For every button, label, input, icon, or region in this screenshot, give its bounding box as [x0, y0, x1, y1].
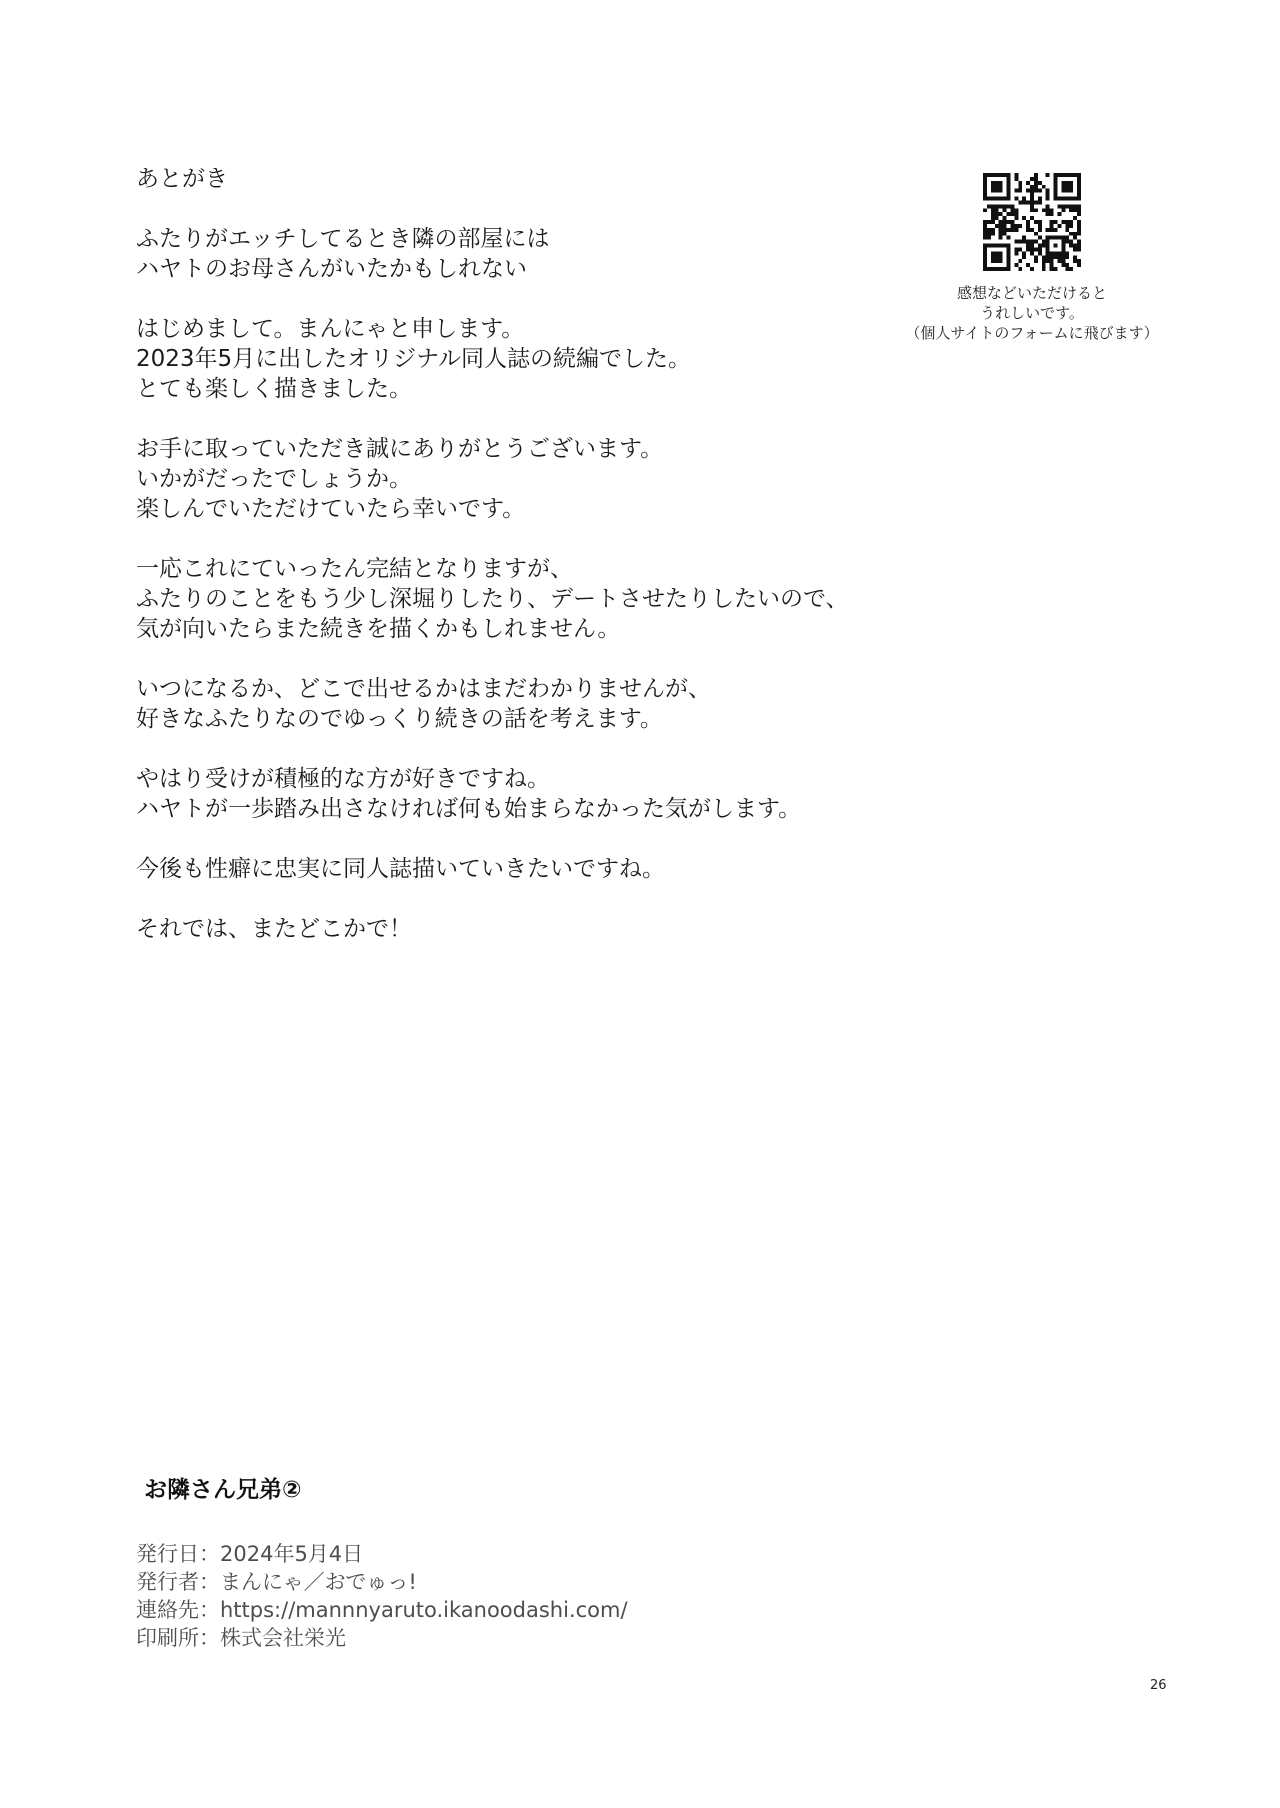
afterword-paragraph [136, 674, 956, 734]
qr-module [1054, 244, 1058, 248]
qr-module [1042, 259, 1054, 263]
qr-module [991, 259, 1003, 263]
qr-module [1034, 220, 1042, 224]
qr-module [1003, 216, 1007, 220]
qr-module [1054, 193, 1058, 197]
afterword-line: ふたりがエッチしてるとき隣の部屋には [136, 226, 550, 252]
qr-module [1018, 259, 1022, 263]
qr-module [1022, 197, 1026, 201]
qr-module [991, 181, 1003, 185]
qr-module [1077, 177, 1081, 181]
qr-module [1077, 189, 1081, 193]
qr-module [1077, 212, 1081, 216]
qr-module [983, 244, 1010, 248]
qr-module [1030, 193, 1034, 197]
qr-module [1073, 216, 1077, 220]
qr-module [1034, 259, 1038, 263]
qr-module [1014, 247, 1022, 251]
qr-module [983, 259, 987, 263]
qr-module [1057, 212, 1061, 216]
qr-module [983, 255, 987, 259]
qr-module [1007, 193, 1011, 197]
afterword-line: やはり受けが積極的な方が好きですね。 [136, 766, 550, 792]
qr-module [1007, 212, 1019, 216]
qr-module [1073, 259, 1081, 263]
qr-module [1026, 220, 1030, 224]
qr-module [999, 236, 1003, 240]
qr-module [999, 232, 1007, 236]
qr-module [1069, 232, 1081, 236]
qr-module [1042, 255, 1069, 259]
afterword-line: いつになるか、どこで出せるかはまだわかりませんが、 [136, 676, 711, 702]
qr-module [1077, 240, 1081, 244]
afterword-paragraph [136, 314, 956, 404]
qr-module [987, 204, 1014, 208]
qr-module [1065, 267, 1073, 271]
qr-caption [896, 283, 1168, 343]
qr-module [999, 228, 1019, 232]
qr-module [1061, 263, 1069, 267]
qr-module [1077, 193, 1081, 197]
qr-module [1057, 259, 1065, 263]
qr-module [1007, 181, 1011, 185]
qr-module [1018, 200, 1042, 204]
qr-module [983, 236, 991, 240]
qr-module [1073, 247, 1081, 251]
qr-module [983, 220, 995, 224]
qr-module [1069, 244, 1081, 248]
afterword-line: 気が向いたらまた続きを描くかもしれません。 [136, 616, 621, 642]
qr-module [1018, 185, 1022, 189]
qr-module [1014, 177, 1018, 181]
qr-module [1042, 267, 1046, 271]
qr-module [1069, 208, 1081, 212]
qr-module [1026, 181, 1030, 185]
qr-module [1022, 236, 1026, 240]
qr-caption-line: 感想などいただけると [956, 284, 1107, 302]
qr-module [1046, 173, 1050, 177]
qr-module [1007, 251, 1011, 255]
afterword-line: ふたりのことをもう少し深堀りしたり、デートさせたりしたいので、 [136, 586, 849, 612]
qr-code [983, 173, 1081, 271]
qr-module [1022, 216, 1026, 220]
qr-module [1046, 212, 1054, 216]
afterword-paragraph [136, 224, 956, 284]
qr-module [1007, 247, 1011, 251]
qr-module [1050, 224, 1054, 228]
qr-module [983, 177, 987, 181]
afterword-paragraph [136, 854, 956, 884]
qr-module [983, 263, 987, 267]
qr-module [1014, 240, 1038, 244]
qr-module [1077, 185, 1081, 189]
afterword-line: いかがだったでしょうか。 [136, 466, 412, 492]
qr-module [983, 197, 1010, 201]
qr-module [991, 189, 1003, 193]
qr-module [1030, 197, 1034, 201]
afterword-paragraph [136, 914, 956, 944]
qr-module [1050, 220, 1058, 224]
qr-module [1026, 244, 1034, 248]
qr-module [1054, 177, 1058, 181]
afterword-line: それでは、またどこかで！ [136, 916, 412, 942]
qr-module [991, 216, 999, 220]
qr-module [1061, 185, 1073, 189]
qr-module [1038, 197, 1042, 201]
qr-module [1038, 236, 1042, 240]
qr-module [1030, 204, 1034, 208]
qr-module [1014, 197, 1018, 201]
qr-module [1061, 181, 1073, 185]
qr-module [983, 267, 1010, 271]
qr-module [1050, 263, 1054, 267]
qr-module [1026, 224, 1030, 228]
qr-module [1065, 228, 1069, 232]
afterword-line: はじめまして。まんにゃと申します。 [136, 316, 525, 342]
afterword-line: 楽しんでいただけていたら幸いです。 [136, 496, 526, 522]
qr-module [983, 189, 987, 193]
afterword-paragraph [136, 554, 956, 644]
qr-module [1026, 263, 1030, 267]
qr-module [1054, 181, 1058, 185]
colophon-title: お隣さん兄弟② [144, 1477, 302, 1503]
qr-module [983, 251, 987, 255]
qr-module [983, 247, 987, 251]
qr-module [1018, 181, 1022, 185]
qr-module [1054, 173, 1081, 177]
qr-module [1054, 197, 1081, 201]
qr-module [1046, 251, 1070, 255]
qr-module [1026, 228, 1034, 232]
afterword-paragraph [136, 434, 956, 524]
qr-module [1046, 236, 1070, 240]
afterword-line: 一応これにていったん完結となりますが、 [136, 556, 573, 582]
qr-module [1042, 185, 1046, 189]
qr-module [1034, 255, 1038, 259]
qr-module [1077, 181, 1081, 185]
qr-module [1061, 189, 1073, 193]
afterword-line: お手に取っていただき誠にありがとうございます。 [136, 436, 664, 462]
qr-module [1046, 189, 1050, 193]
qr-module [1007, 255, 1011, 259]
qr-module [1007, 189, 1011, 193]
qr-module [1030, 251, 1034, 255]
qr-module [1038, 251, 1042, 255]
qr-module [991, 185, 1003, 189]
qr-module [983, 193, 987, 197]
qr-module [1034, 232, 1038, 236]
qr-module [1038, 224, 1042, 228]
qr-module [983, 185, 987, 189]
qr-module [1034, 173, 1038, 177]
qr-module [1010, 224, 1022, 228]
qr-module [1030, 216, 1034, 220]
qr-module [1038, 228, 1042, 232]
afterword-heading: あとがき [136, 166, 228, 192]
afterword-line: ハヤトが一歩踏み出さなければ何も始まらなかった気がします。 [136, 796, 802, 822]
qr-module [1054, 185, 1058, 189]
qr-module [1022, 251, 1026, 255]
qr-module [1061, 208, 1065, 212]
qr-module [1046, 204, 1050, 208]
qr-module [1042, 263, 1046, 267]
afterword-section [136, 164, 956, 944]
qr-module [991, 208, 999, 212]
qr-module [1077, 263, 1081, 267]
qr-module [991, 255, 1003, 259]
qr-module [1061, 244, 1065, 248]
qr-module [1022, 255, 1026, 259]
qr-module [1026, 247, 1042, 251]
qr-caption-line: （個人サイトのフォームに飛びます） [905, 324, 1159, 342]
colophon [136, 1540, 628, 1652]
qr-module [1038, 244, 1050, 248]
qr-module [1007, 263, 1011, 267]
qr-module [1014, 216, 1018, 220]
qr-module [1046, 197, 1050, 201]
qr-module [1054, 189, 1058, 193]
qr-module [1030, 177, 1038, 181]
qr-module [1061, 240, 1073, 244]
qr-module [999, 220, 1015, 224]
qr-module [1046, 247, 1050, 251]
qr-module [1042, 240, 1050, 244]
qr-module [1026, 189, 1042, 193]
qr-module [983, 232, 995, 236]
qr-module [995, 224, 1007, 228]
afterword-line: とても楽しく描きました。 [136, 376, 412, 402]
colophon-contact: 連絡先：https://mannnyaruto.ikanoodashi.com/ [136, 1598, 628, 1622]
page-number: 26 [1150, 1678, 1167, 1693]
qr-module [1030, 185, 1038, 189]
qr-module [1061, 247, 1065, 251]
qr-module [1018, 267, 1022, 271]
afterword-line: 2023年5月に出したオリジナル同人誌の続編でした。 [136, 346, 692, 372]
qr-module [983, 181, 987, 185]
colophon-publisher: 発行者：まんにゃ／おでゅっ! [136, 1570, 417, 1594]
qr-module [983, 224, 987, 228]
qr-module [1061, 220, 1073, 224]
qr-module [1042, 208, 1054, 212]
qr-module [1065, 224, 1073, 228]
qr-module [1050, 267, 1058, 271]
qr-module [1014, 263, 1018, 267]
afterword-line: 今後も性癖に忠実に同人誌描いていきたいですね。 [136, 856, 665, 882]
afterword-line: 好きなふたりなのでゆっくり続きの話を考えます。 [136, 706, 663, 732]
qr-module [1073, 255, 1077, 259]
qr-module [1077, 224, 1081, 228]
qr-module [1014, 251, 1018, 255]
qr-module [1007, 236, 1011, 240]
qr-module [1057, 224, 1061, 228]
qr-module [1077, 228, 1081, 232]
qr-module [991, 212, 1003, 216]
qr-module [1073, 236, 1077, 240]
qr-module [983, 173, 1010, 177]
qr-module [991, 251, 1003, 255]
afterword-paragraph [136, 764, 956, 824]
qr-module [983, 208, 987, 212]
qr-module [1014, 189, 1022, 193]
qr-module [1007, 177, 1011, 181]
qr-module [1046, 228, 1058, 232]
qr-module [983, 228, 995, 232]
qr-module [1007, 185, 1011, 189]
qr-module [1030, 208, 1038, 212]
qr-code-image [983, 173, 1081, 271]
qr-module [1077, 220, 1081, 224]
qr-module [1010, 208, 1018, 212]
qr-module [1046, 193, 1050, 197]
qr-module [1003, 208, 1007, 212]
qr-module [1007, 259, 1011, 263]
qr-module [1030, 267, 1034, 271]
qr-module [1057, 204, 1081, 208]
colophon-printer: 印刷所：株式会社栄光 [136, 1626, 346, 1650]
colophon-publish-date: 発行日：2024年5月4日 [136, 1542, 364, 1566]
qr-caption-line: うれしいです。 [980, 304, 1084, 322]
qr-module [1014, 173, 1018, 177]
afterword-line: ハヤトのお母さんがいたかもしれない [136, 256, 527, 282]
qr-module [1034, 181, 1042, 185]
